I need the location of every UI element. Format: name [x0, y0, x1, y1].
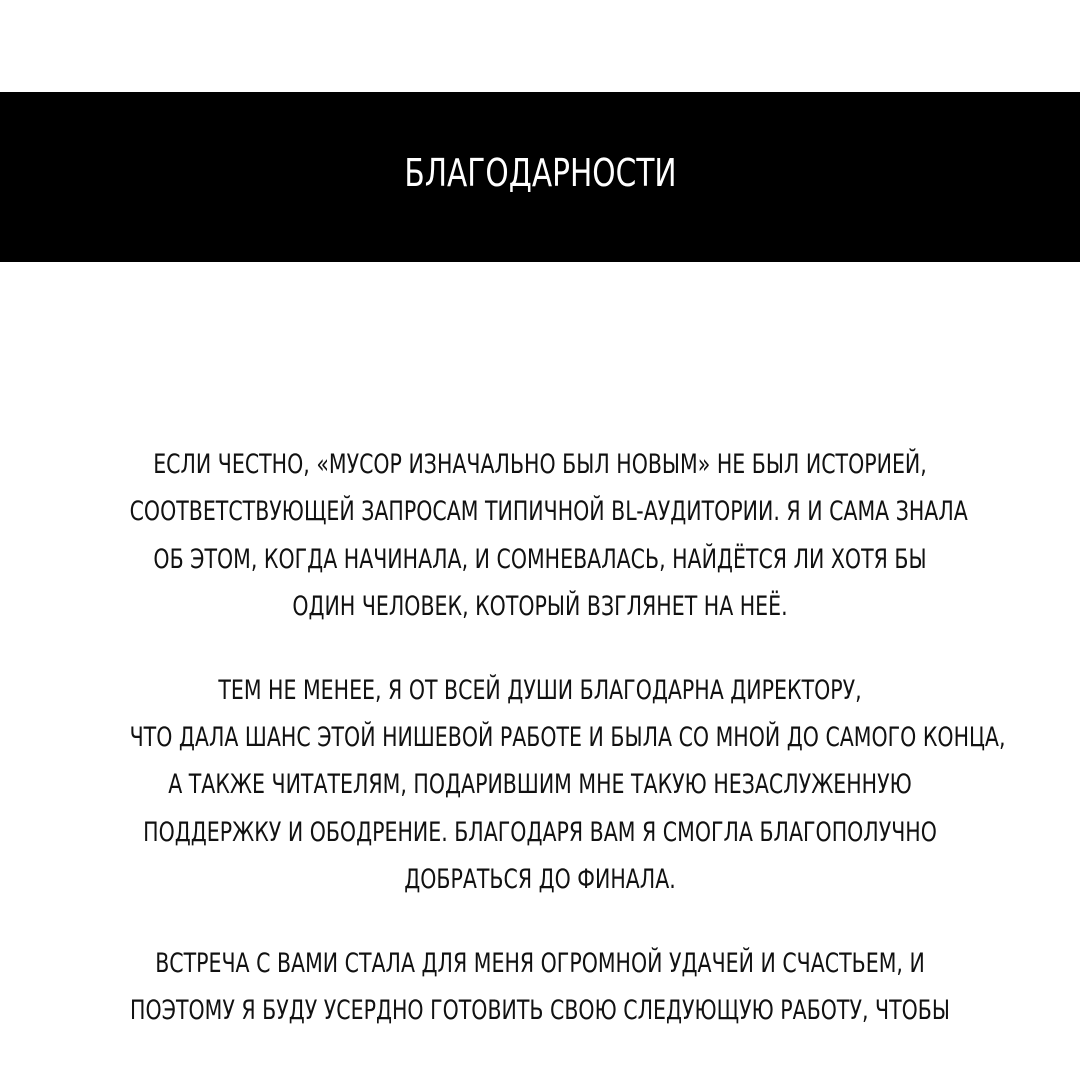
text-line: ВСТРЕЧА С ВАМИ СТАЛА ДЛЯ МЕНЯ ОГРОМНОЙ УДАЧЕЙ И СЧАСТЬЕМ, И — [155, 947, 925, 979]
text-line: ЧТО ДАЛА ШАНС ЭТОЙ НИШЕВОЙ РАБОТЕ И БЫЛА СО МНОЙ ДО САМОГО КОНЦА, — [129, 721, 1006, 753]
text-line: ОДИН ЧЕЛОВЕК, КОТОРЫЙ ВЗГЛЯНЕТ НА НЕЁ. — [292, 591, 788, 623]
acknowledgement-text — [0, 441, 1080, 1070]
text-line: ЕСЛИ ЧЕСТНО, «МУСОР ИЗНАЧАЛЬНО БЫЛ НОВЫМ» НЕ БЫЛ ИСТОРИЕЙ, — [153, 449, 927, 480]
title-banner — [0, 92, 1080, 262]
text-line: СООТВЕТСТВУЮЩЕЙ ЗАПРОСАМ ТИПИЧНОЙ BL-АУДИТОРИИ. Я И САМА ЗНАЛА — [129, 496, 968, 528]
page-title: БЛАГОДАРНОСТИ — [403, 151, 677, 195]
paragraph-1 — [0, 441, 1080, 631]
text-line: ДОБРАТЬСЯ ДО ФИНАЛА. — [404, 864, 676, 896]
text-line: А ТАКЖЕ ЧИТАТЕЛЯМ, ПОДАРИВШИМ МНЕ ТАКУЮ НЕЗАСЛУЖЕННУЮ — [168, 769, 912, 801]
text-line: ТЕМ НЕ МЕНЕЕ, Я ОТ ВСЕЙ ДУШИ БЛАГОДАРНА ДИРЕКТОРУ, — [218, 674, 862, 706]
paragraph-3 — [0, 940, 1080, 1035]
text-line: ПОДДЕРЖКУ И ОБОДРЕНИЕ. БЛАГОДАРЯ ВАМ Я СМОГЛА БЛАГОПОЛУЧНО — [143, 816, 937, 848]
text-line: ПОЭТОМУ Я БУДУ УСЕРДНО ГОТОВИТЬ СВОЮ СЛЕДУЮЩУЮ РАБОТУ, ЧТОБЫ — [130, 994, 950, 1026]
text-line: ОБ ЭТОМ, КОГДА НАЧИНАЛА, И СОМНЕВАЛАСЬ, НАЙДЁТСЯ ЛИ ХОТЯ БЫ — [153, 543, 927, 575]
paragraph-2 — [0, 667, 1080, 904]
